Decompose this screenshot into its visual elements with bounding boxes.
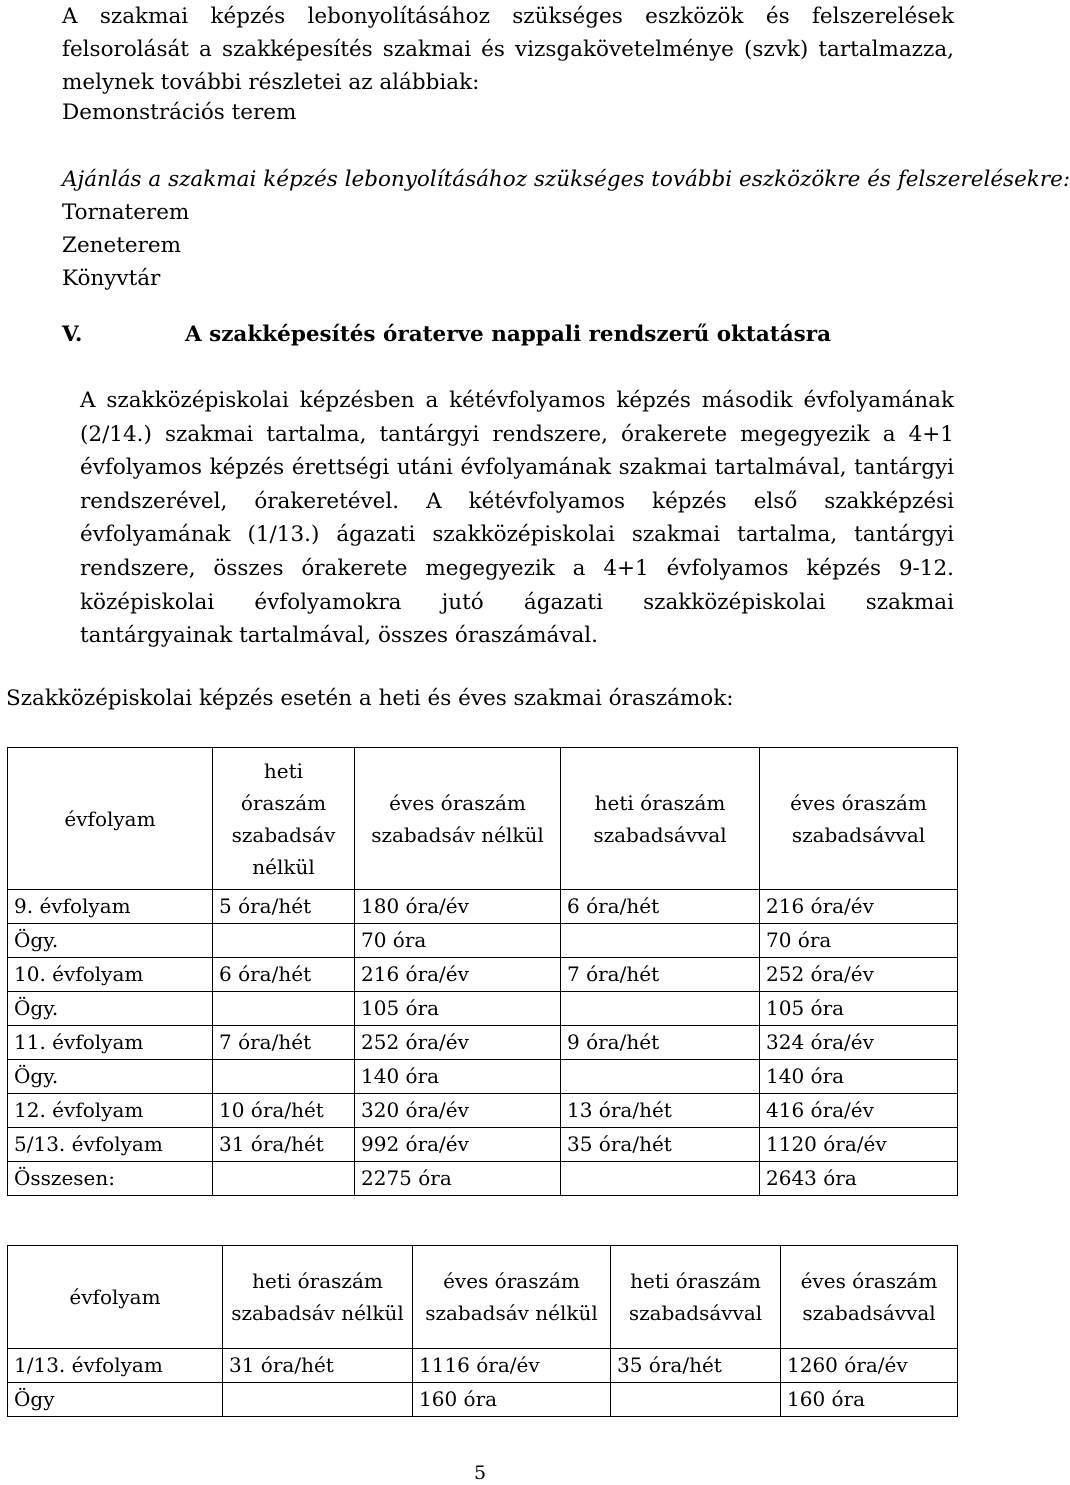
table-cell: 140 óra — [760, 1060, 958, 1094]
table-cell: 5 óra/hét — [213, 890, 355, 924]
recommendation-heading: Ajánlás a szakmai képzés lebonyolításához szükséges további eszközökre és felszerelésekre: — [62, 167, 1070, 192]
table-row — [8, 1060, 958, 1094]
table-cell — [561, 1060, 760, 1094]
table-cell: 31 óra/hét — [213, 1128, 355, 1162]
column-header: éves óraszám szabadsávval — [760, 748, 958, 890]
table-cell: 11. évfolyam — [8, 1026, 213, 1060]
table-cell: 324 óra/év — [760, 1026, 958, 1060]
table-cell — [213, 924, 355, 958]
table-cell: 70 óra — [355, 924, 561, 958]
hours-table-main — [7, 747, 958, 1196]
table-cell: 252 óra/év — [355, 1026, 561, 1060]
table-cell: 35 óra/hét — [561, 1128, 760, 1162]
table-cell — [213, 1162, 355, 1196]
column-header: évfolyam — [8, 1246, 223, 1349]
table-cell: 2643 óra — [760, 1162, 958, 1196]
table-row — [8, 890, 958, 924]
table-cell: 180 óra/év — [355, 890, 561, 924]
table-row — [8, 1128, 958, 1162]
table-cell: Ögy. — [8, 992, 213, 1026]
section-body-line: évfolyamának (1/13.) ágazati szakközépiskolai szakmai tartalma, tantárgyi — [80, 522, 954, 548]
table-cell: 105 óra — [760, 992, 958, 1026]
table-cell: 992 óra/év — [355, 1128, 561, 1162]
column-header: heti óraszám szabadsáv nélkül — [223, 1246, 413, 1349]
table-cell — [561, 1162, 760, 1196]
table-body — [8, 890, 958, 1196]
table-cell: 31 óra/hét — [223, 1349, 413, 1383]
column-header: éves óraszám szabadsáv nélkül — [355, 748, 561, 890]
section-body — [80, 384, 954, 653]
column-header: éves óraszám szabadsáv nélkül — [413, 1246, 611, 1349]
table-cell: 1120 óra/év — [760, 1128, 958, 1162]
table-row — [8, 1383, 958, 1417]
table-cell: 216 óra/év — [355, 958, 561, 992]
table-cell: Ögy. — [8, 1060, 213, 1094]
table-cell: 1116 óra/év — [413, 1349, 611, 1383]
table-row — [8, 958, 958, 992]
section-number: V. — [62, 322, 83, 347]
table-row — [8, 1094, 958, 1128]
table-row — [8, 1026, 958, 1060]
section-body-line: tantárgyainak tartalmával, összes óraszámával. — [80, 623, 598, 649]
hours-table-short — [7, 1245, 958, 1417]
section-body-line: középiskolai évfolyamokra jutó ágazati szakközépiskolai szakmai — [80, 589, 954, 615]
table-cell: 10. évfolyam — [8, 958, 213, 992]
table-cell — [213, 1060, 355, 1094]
table-cell: 320 óra/év — [355, 1094, 561, 1128]
table-cell: 252 óra/év — [760, 958, 958, 992]
table-cell: 5/13. évfolyam — [8, 1128, 213, 1162]
table-cell: 1/13. évfolyam — [8, 1349, 223, 1383]
table-cell: Ögy. — [8, 924, 213, 958]
table-cell: 105 óra — [355, 992, 561, 1026]
table-cell: 140 óra — [355, 1060, 561, 1094]
table-row — [8, 992, 958, 1026]
column-header: heti óraszám szabadsáv nélkül — [213, 748, 355, 890]
table-cell: 9. évfolyam — [8, 890, 213, 924]
table-cell — [611, 1383, 781, 1417]
table-cell: Ögy — [8, 1383, 223, 1417]
table-row — [8, 1349, 958, 1383]
room-line: Demonstrációs terem — [62, 100, 297, 125]
table-cell: 1260 óra/év — [781, 1349, 958, 1383]
recommendation-item: Zeneterem — [62, 233, 181, 258]
page-number: 5 — [473, 1462, 487, 1484]
table-row — [8, 1162, 958, 1196]
table-cell: 13 óra/hét — [561, 1094, 760, 1128]
table-cell: 10 óra/hét — [213, 1094, 355, 1128]
table-cell: 7 óra/hét — [213, 1026, 355, 1060]
recommendation-item: Könyvtár — [62, 266, 161, 291]
intro-paragraph: A szakmai képzés lebonyolításához szükséges eszközök és felszerelések felsorolását a szakképesítés szakmai és vizsgakövetelménye (szvk) tartalmazza, melynek további részletei az alábbiak: — [62, 4, 954, 95]
column-header: éves óraszám szabadsávval — [781, 1246, 958, 1349]
table-cell: 216 óra/év — [760, 890, 958, 924]
table-body — [8, 1349, 958, 1417]
section-body-line: rendszerével, órakeretével. A kétévfolyamos képzés első szakképzési — [80, 488, 954, 514]
table-cell: 416 óra/év — [760, 1094, 958, 1128]
section-body-line: évfolyamos képzés érettségi utáni évfolyamának szakmai tartalmával, tantárgyi — [80, 455, 954, 481]
table-cell: 6 óra/hét — [213, 958, 355, 992]
section-body-line: A szakközépiskolai képzésben a kétévfolyamos képzés második évfolyamának — [80, 388, 954, 413]
table-cell: Összesen: — [8, 1162, 213, 1196]
table-cell — [213, 992, 355, 1026]
table-cell: 12. évfolyam — [8, 1094, 213, 1128]
table-cell — [561, 924, 760, 958]
table-cell: 70 óra — [760, 924, 958, 958]
section-body-line: (2/14.) szakmai tartalma, tantárgyi rendszere, órakerete megegyezik a 4+1 — [80, 421, 954, 447]
column-header: heti óraszám szabadsávval — [561, 748, 760, 890]
table-cell: 2275 óra — [355, 1162, 561, 1196]
column-header: heti óraszám szabadsávval — [611, 1246, 781, 1349]
table-cell: 160 óra — [413, 1383, 611, 1417]
table-cell: 160 óra — [781, 1383, 958, 1417]
table-cell: 6 óra/hét — [561, 890, 760, 924]
column-header: évfolyam — [8, 748, 213, 890]
table-cell — [223, 1383, 413, 1417]
section-body-line: rendszere, összes órakerete megegyezik a 4+1 évfolyamos képzés 9-12. — [80, 555, 954, 581]
table-row — [8, 924, 958, 958]
table-cell — [561, 992, 760, 1026]
recommendation-item: Tornaterem — [62, 200, 190, 225]
table-caption: Szakközépiskolai képzés esetén a heti és éves szakmai óraszámok: — [6, 686, 734, 711]
table-cell: 35 óra/hét — [611, 1349, 781, 1383]
section-title: A szakképesítés óraterve nappali rendszerű oktatásra — [184, 322, 832, 347]
table-cell: 9 óra/hét — [561, 1026, 760, 1060]
table-cell: 7 óra/hét — [561, 958, 760, 992]
